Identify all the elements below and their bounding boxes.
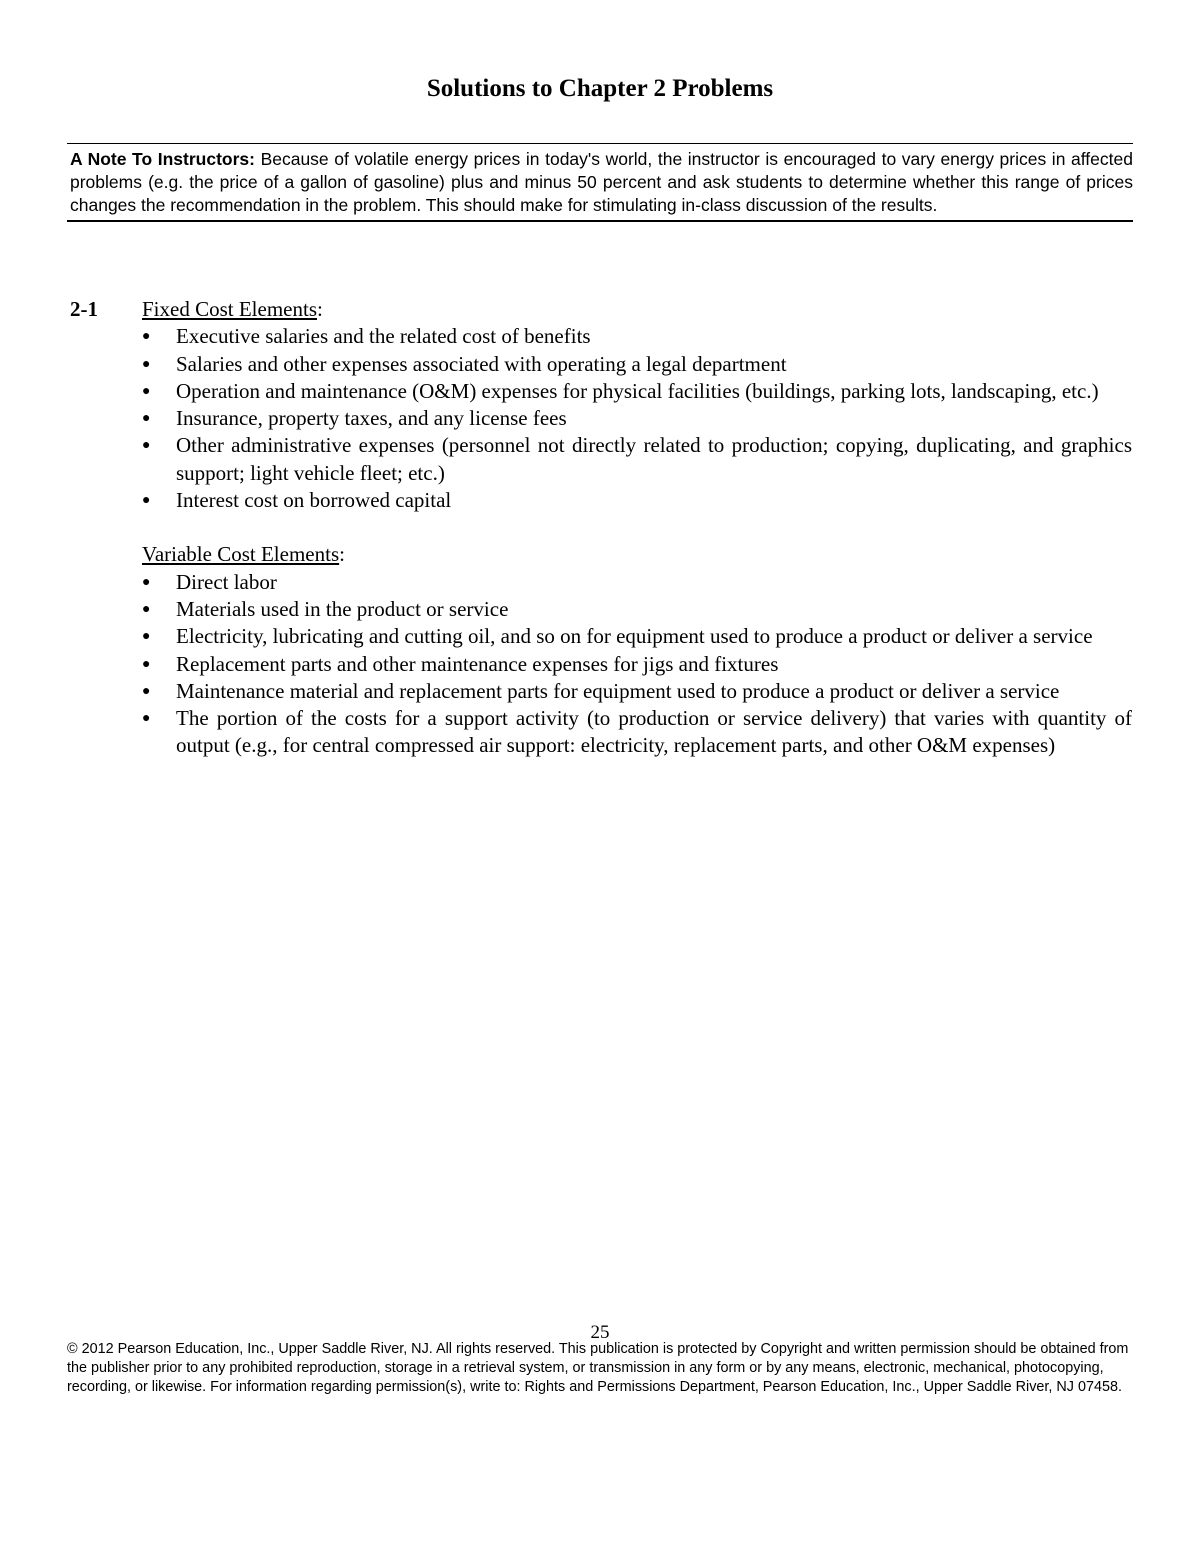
list-item-text: Electricity, lubricating and cutting oil, and so on for equipment used to produce a product or deliver a service bbox=[176, 624, 1093, 649]
variable-cost-heading-line: Variable Cost Elements: bbox=[142, 542, 345, 567]
bullet-icon: ● bbox=[142, 711, 151, 727]
list-item bbox=[142, 678, 1132, 705]
list-item bbox=[142, 405, 1132, 432]
list-item-text: Direct labor bbox=[176, 569, 277, 594]
bullet-icon: ● bbox=[142, 683, 151, 699]
bullet-icon: ● bbox=[142, 438, 151, 454]
list-item bbox=[142, 378, 1132, 405]
fixed-cost-list bbox=[142, 323, 1132, 514]
bullet-icon: ● bbox=[142, 329, 151, 345]
copyright-notice: © 2012 Pearson Education, Inc., Upper Saddle River, NJ. All rights reserved. This publication is protected by Copyright and written permission should be obtained from the publisher prior to any prohibited reproduction, storage in a retrieval system, or transmission in any form or by any means, electronic, mechanical, photocopying, recording, or likewise. For information regarding permission(s), write to: Rights and Permissions Department, Pearson Education, Inc., Upper Saddle River, NJ 07458. bbox=[67, 1341, 1129, 1395]
fixed-cost-heading-line: Fixed Cost Elements: bbox=[142, 297, 323, 321]
list-item-text: Insurance, property taxes, and any license fees bbox=[176, 406, 567, 431]
note-text: Because of volatile energy prices in today's world, the instructor is encouraged to vary energy prices in affected problems (e.g. the price of a gallon of gasoline) plus and minus 50 percent and ask students to determine whether this range of prices changes the recommendation in the problem. This should make for stimulating in-class discussion of the results. bbox=[70, 149, 1133, 215]
list-item-text: The portion of the costs for a support activity (to production or service delivery) that varies with quantity of output (e.g., for central compressed air support: electricity, replacement parts, and other O&M expenses) bbox=[176, 706, 1132, 758]
list-item bbox=[142, 432, 1132, 487]
list-item-text: Maintenance material and replacement parts for equipment used to produce a product or deliver a service bbox=[176, 678, 1060, 703]
list-item bbox=[142, 651, 1132, 678]
list-item-text: Interest cost on borrowed capital bbox=[176, 488, 452, 513]
list-item-text: Executive salaries and the related cost of benefits bbox=[176, 324, 591, 349]
problem-body bbox=[142, 296, 1132, 760]
bullet-icon: ● bbox=[142, 411, 151, 427]
list-item bbox=[142, 596, 1132, 623]
page-number: 25 bbox=[590, 1322, 610, 1343]
bullet-icon: ● bbox=[142, 356, 151, 372]
bullet-icon: ● bbox=[142, 629, 151, 645]
list-item bbox=[142, 623, 1132, 650]
list-item-text: Other administrative expenses (personnel not directly related to production; copying, duplicating, and graphics support; light vehicle fleet; etc.) bbox=[176, 433, 1132, 485]
problem-number: 2-1 bbox=[70, 297, 98, 321]
bullet-icon: ● bbox=[142, 493, 151, 509]
list-item-text: Salaries and other expenses associated with operating a legal department bbox=[176, 351, 787, 376]
note-label: A Note To Instructors: bbox=[70, 149, 255, 169]
page-title: Solutions to Chapter 2 Problems bbox=[426, 75, 774, 102]
variable-cost-list bbox=[142, 569, 1132, 760]
bullet-icon: ● bbox=[142, 656, 151, 672]
bullet-icon: ● bbox=[142, 383, 151, 399]
problem-2-1 bbox=[70, 296, 1132, 760]
variable-cost-heading: Variable Cost Elements bbox=[142, 542, 340, 567]
list-item-text: Operation and maintenance (O&M) expenses for physical facilities (buildings, parking lots, landscaping, etc.) bbox=[176, 378, 1099, 403]
list-item-text: Replacement parts and other maintenance expenses for jigs and fixtures bbox=[176, 651, 779, 676]
list-item bbox=[142, 323, 1132, 350]
bullet-icon: ● bbox=[142, 601, 151, 617]
list-item bbox=[142, 487, 1132, 514]
fixed-cost-heading: Fixed Cost Elements bbox=[142, 297, 317, 321]
list-item bbox=[142, 351, 1132, 378]
instructor-note bbox=[67, 143, 1133, 222]
list-item bbox=[142, 569, 1132, 596]
list-item-text: Materials used in the product or service bbox=[176, 596, 509, 621]
list-item bbox=[142, 705, 1132, 760]
bullet-icon: ● bbox=[142, 574, 151, 590]
